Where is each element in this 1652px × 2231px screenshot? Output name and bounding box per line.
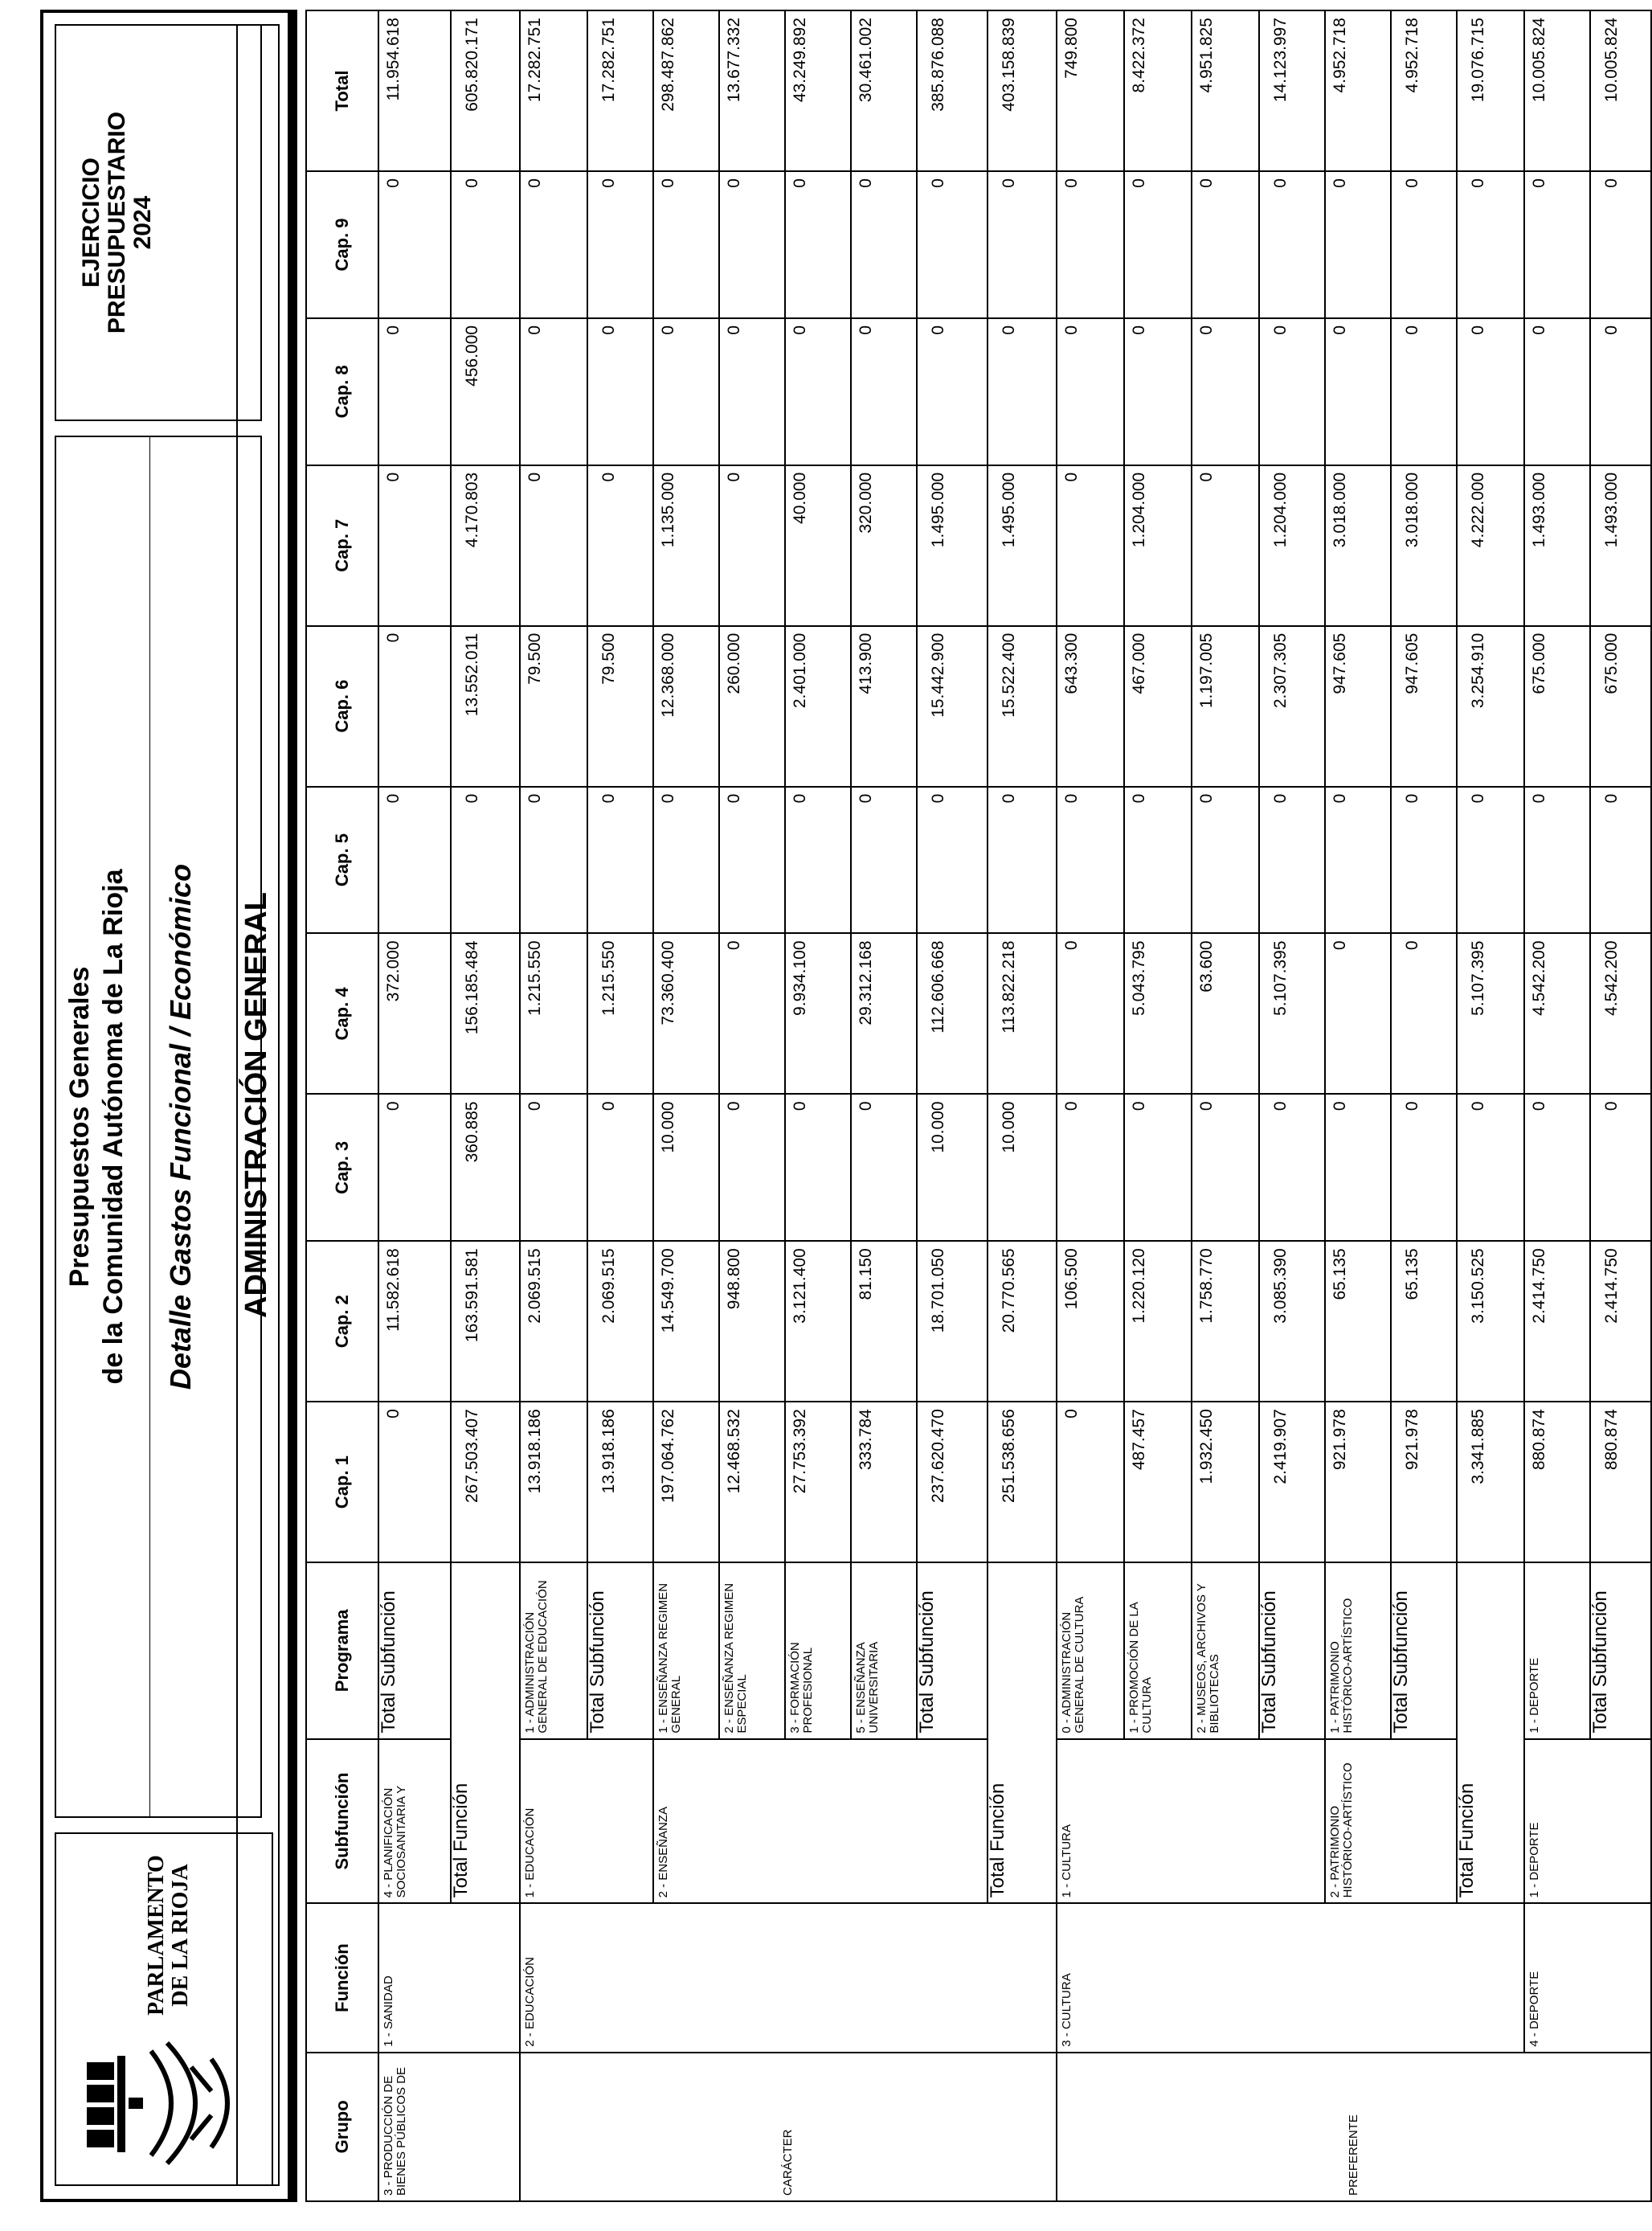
program-cell: 2 - ENSEÑANZA REGIMEN ESPECIAL [719, 1562, 785, 1738]
value-cell: 948.800 [719, 1241, 785, 1402]
value-cell: 9.934.100 [785, 933, 851, 1094]
value-cell: 15.442.900 [917, 626, 988, 787]
value-cell: 3.341.885 [1457, 1402, 1524, 1562]
value-cell: 0 [520, 171, 587, 318]
value-cell: 12.368.000 [653, 626, 719, 787]
value-cell: 0 [1524, 171, 1590, 318]
table-row [1524, 10, 1590, 2201]
value-cell: 880.874 [1524, 1402, 1590, 1562]
value-cell: 0 [378, 787, 451, 934]
subtitle-divider [149, 436, 150, 1818]
col-header: Cap. 4 [306, 933, 378, 1094]
value-cell: 8.422.372 [1124, 10, 1192, 171]
value-cell: 0 [1457, 171, 1524, 318]
value-cell: 0 [988, 171, 1057, 318]
value-cell: 605.820.171 [451, 10, 520, 171]
value-cell: 333.784 [851, 1402, 917, 1562]
value-cell: 0 [378, 1402, 451, 1562]
value-cell: 0 [1325, 171, 1391, 318]
value-cell: 1.495.000 [917, 465, 988, 626]
value-cell: 0 [451, 171, 520, 318]
value-cell: 320.000 [851, 465, 917, 626]
table-row [988, 10, 1057, 2201]
value-cell: 0 [653, 787, 719, 934]
value-cell: 11.954.618 [378, 10, 451, 171]
program-cell: 5 - ENSEÑANZA UNIVERSITARIA [851, 1562, 917, 1738]
value-cell: 112.606.668 [917, 933, 988, 1094]
program-cell: Total Subfunción [587, 1562, 653, 1738]
value-cell: 0 [917, 787, 988, 934]
logo-wordmark [145, 1847, 193, 2024]
table-row [451, 10, 520, 2201]
value-cell: 0 [988, 787, 1057, 934]
value-cell: 0 [451, 787, 520, 934]
table-row [653, 10, 719, 2201]
value-cell: 456.000 [451, 318, 520, 465]
program-cell: Total Subfunción [1391, 1562, 1457, 1738]
logo-name: PARLAMENTO [144, 1855, 169, 2016]
function-cell: 1 - SANIDAD [378, 1903, 520, 2052]
value-cell: 81.150 [851, 1241, 917, 1402]
value-cell: 0 [917, 171, 988, 318]
program-cell: Total Subfunción [1590, 1562, 1651, 1738]
value-cell: 1.220.120 [1124, 1241, 1192, 1402]
value-cell: 163.591.581 [451, 1241, 520, 1402]
value-cell: 413.900 [851, 626, 917, 787]
value-cell: 4.952.718 [1391, 10, 1457, 171]
value-cell: 13.918.186 [520, 1402, 587, 1562]
value-cell: 1.215.550 [520, 933, 587, 1094]
exercise-year: 2024 [129, 195, 156, 250]
value-cell: 2.414.750 [1524, 1241, 1590, 1402]
col-header: Cap. 3 [306, 1094, 378, 1241]
value-cell: 1.204.000 [1124, 465, 1192, 626]
value-cell: 372.000 [378, 933, 451, 1094]
table-row [1325, 10, 1391, 2201]
value-cell: 0 [520, 465, 587, 626]
value-cell: 30.461.002 [851, 10, 917, 171]
value-cell: 43.249.892 [785, 10, 851, 171]
value-cell: 63.600 [1192, 933, 1259, 1094]
value-cell: 156.185.484 [451, 933, 520, 1094]
subfunction-cell: 1 - EDUCACIÓN [520, 1739, 653, 1904]
value-cell: 5.107.395 [1259, 933, 1325, 1094]
value-cell: 1.204.000 [1259, 465, 1325, 626]
value-cell: 0 [785, 318, 851, 465]
value-cell: 0 [1457, 1094, 1524, 1241]
table-row [1457, 10, 1524, 2201]
value-cell: 2.307.305 [1259, 626, 1325, 787]
value-cell: 260.000 [719, 626, 785, 787]
value-cell: 0 [587, 171, 653, 318]
title-line-1: Presupuestos Generales [64, 966, 95, 1287]
value-cell: 0 [1192, 318, 1259, 465]
subfunction-cell: 1 - CULTURA [1057, 1739, 1325, 1904]
value-cell: 0 [1057, 933, 1124, 1094]
value-cell: 0 [1391, 171, 1457, 318]
value-cell: 65.135 [1391, 1241, 1457, 1402]
value-cell: 5.043.795 [1124, 933, 1192, 1094]
value-cell: 1.493.000 [1524, 465, 1590, 626]
value-cell: 0 [917, 318, 988, 465]
value-cell: 106.500 [1057, 1241, 1124, 1402]
value-cell: 0 [1590, 1094, 1651, 1241]
value-cell: 0 [1124, 171, 1192, 318]
value-cell: 1.758.770 [1192, 1241, 1259, 1402]
value-cell: 921.978 [1391, 1402, 1457, 1562]
col-header: Cap. 1 [306, 1402, 378, 1562]
value-cell: 0 [1124, 787, 1192, 934]
value-cell: 0 [1259, 318, 1325, 465]
value-cell: 0 [851, 171, 917, 318]
value-cell: 0 [1192, 171, 1259, 318]
value-cell: 197.064.762 [653, 1402, 719, 1562]
program-cell: 1 - ADMINISTRACIÓN GENERAL DE EDUCACIÓN [520, 1562, 587, 1738]
value-cell: 251.538.656 [988, 1402, 1057, 1562]
value-cell: 0 [378, 318, 451, 465]
value-cell: 0 [1057, 171, 1124, 318]
value-cell: 0 [851, 787, 917, 934]
value-cell: 0 [378, 1094, 451, 1241]
value-cell: 0 [1524, 787, 1590, 934]
value-cell: 40.000 [785, 465, 851, 626]
subfunction-cell: 2 - ENSEÑANZA [653, 1739, 988, 1904]
value-cell: 10.005.824 [1524, 10, 1590, 171]
subfunction-cell: 2 - PATRIMONIO HISTÓRICO-ARTÍSTICO [1325, 1739, 1457, 1904]
value-cell: 0 [587, 465, 653, 626]
value-cell: 0 [719, 787, 785, 934]
value-cell: 0 [1057, 1094, 1124, 1241]
value-cell: 0 [785, 171, 851, 318]
value-cell: 3.018.000 [1325, 465, 1391, 626]
value-cell: 13.918.186 [587, 1402, 653, 1562]
subfunction-cell: 4 - PLANIFICACIÓN SOCIOSANITARIA Y [378, 1739, 451, 1904]
value-cell: 0 [587, 1094, 653, 1241]
value-cell: 3.121.400 [785, 1241, 851, 1402]
value-cell: 0 [587, 318, 653, 465]
value-cell: 0 [378, 465, 451, 626]
value-cell: 17.282.751 [520, 10, 587, 171]
value-cell: 0 [1124, 1094, 1192, 1241]
value-cell: 3.150.525 [1457, 1241, 1524, 1402]
value-cell: 0 [785, 1094, 851, 1241]
value-cell: 947.605 [1325, 626, 1391, 787]
exercise-label: EJERCICIO [78, 158, 104, 288]
value-cell: 3.018.000 [1391, 465, 1457, 626]
value-cell: 0 [1057, 787, 1124, 934]
value-cell: 0 [1192, 465, 1259, 626]
value-cell: 0 [1590, 171, 1651, 318]
table-header-row [306, 10, 378, 2201]
program-cell: 1 - DEPORTE [1524, 1562, 1590, 1738]
program-cell: 1 - ENSEÑANZA REGIMEN GENERAL [653, 1562, 719, 1738]
col-header: Cap. 8 [306, 318, 378, 465]
value-cell: 10.000 [653, 1094, 719, 1241]
value-cell: 4.952.718 [1325, 10, 1391, 171]
value-cell: 267.503.407 [451, 1402, 520, 1562]
value-cell: 11.582.618 [378, 1241, 451, 1402]
value-cell: 0 [1192, 1094, 1259, 1241]
value-cell: 1.197.005 [1192, 626, 1259, 787]
value-cell: 0 [988, 318, 1057, 465]
value-cell: 13.677.332 [719, 10, 785, 171]
value-cell: 0 [1325, 318, 1391, 465]
value-cell: 2.069.515 [587, 1241, 653, 1402]
function-cell: 3 - CULTURA [1057, 1903, 1524, 2052]
document-header [40, 10, 291, 2202]
value-cell: 675.000 [1590, 626, 1651, 787]
value-cell: 0 [587, 787, 653, 934]
value-cell: 487.457 [1124, 1402, 1192, 1562]
value-cell: 5.107.395 [1457, 933, 1524, 1094]
value-cell: 0 [1124, 318, 1192, 465]
value-cell: 4.222.000 [1457, 465, 1524, 626]
value-cell: 10.005.824 [1590, 10, 1651, 171]
group-cell: PREFERENTE [1057, 2053, 1651, 2201]
report-subtitle: Detalle Gastos Funcional / Económico [164, 863, 197, 1390]
value-cell: 643.300 [1057, 626, 1124, 787]
value-cell: 1.932.450 [1192, 1402, 1259, 1562]
col-header: Cap. 6 [306, 626, 378, 787]
value-cell: 0 [653, 171, 719, 318]
title-line-2: de la Comunidad Autónoma de La Rioja [98, 869, 129, 1385]
value-cell: 2.069.515 [520, 1241, 587, 1402]
value-cell: 14.123.997 [1259, 10, 1325, 171]
program-cell: Total Subfunción [917, 1562, 988, 1738]
value-cell: 4.951.825 [1192, 10, 1259, 171]
value-cell: 0 [1391, 787, 1457, 934]
logo-subname: DE LA RIOJA [168, 1864, 193, 2007]
value-cell: 0 [1259, 171, 1325, 318]
value-cell: 467.000 [1124, 626, 1192, 787]
total-function-label: Total Función [451, 1562, 520, 1903]
value-cell: 0 [1524, 1094, 1590, 1241]
value-cell: 749.800 [1057, 10, 1124, 171]
program-cell: Total Subfunción [378, 1562, 451, 1738]
value-cell: 385.876.088 [917, 10, 988, 171]
value-cell: 65.135 [1325, 1241, 1391, 1402]
program-cell: Total Subfunción [1259, 1562, 1325, 1738]
value-cell: 1.495.000 [988, 465, 1057, 626]
value-cell: 0 [719, 1094, 785, 1241]
value-cell: 79.500 [520, 626, 587, 787]
value-cell: 1.215.550 [587, 933, 653, 1094]
col-header: Total [306, 10, 378, 171]
value-cell: 921.978 [1325, 1402, 1391, 1562]
value-cell: 10.000 [988, 1094, 1057, 1241]
value-cell: 0 [1590, 318, 1651, 465]
col-header: Programa [306, 1562, 378, 1738]
value-cell: 0 [378, 171, 451, 318]
value-cell: 4.170.803 [451, 465, 520, 626]
col-header: Función [306, 1903, 378, 2052]
value-cell: 0 [520, 787, 587, 934]
function-cell: 2 - EDUCACIÓN [520, 1903, 1057, 2052]
value-cell: 675.000 [1524, 626, 1590, 787]
value-cell: 0 [1457, 787, 1524, 934]
value-cell: 0 [719, 171, 785, 318]
value-cell: 0 [520, 318, 587, 465]
value-cell: 17.282.751 [587, 10, 653, 171]
value-cell: 73.360.400 [653, 933, 719, 1094]
col-header: Cap. 5 [306, 787, 378, 934]
value-cell: 403.158.839 [988, 10, 1057, 171]
program-cell: 3 - FORMACIÓN PROFESIONAL [785, 1562, 851, 1738]
value-cell: 1.493.000 [1590, 465, 1651, 626]
group-cell: CARÁCTER [520, 2053, 1057, 2201]
value-cell: 15.522.400 [988, 626, 1057, 787]
program-cell: 1 - PROMOCIÓN DE LA CULTURA [1124, 1562, 1192, 1738]
value-cell: 0 [1524, 318, 1590, 465]
value-cell: 0 [719, 933, 785, 1094]
value-cell: 4.542.200 [1590, 933, 1651, 1094]
value-cell: 0 [1057, 1402, 1124, 1562]
function-cell: 4 - DEPORTE [1524, 1903, 1651, 2052]
value-cell: 3.085.390 [1259, 1241, 1325, 1402]
value-cell: 360.885 [451, 1094, 520, 1241]
budget-table [305, 10, 1652, 2202]
value-cell: 14.549.700 [653, 1241, 719, 1402]
program-cell: 1 - PATRIMONIO HISTÓRICO-ARTÍSTICO [1325, 1562, 1391, 1738]
value-cell: 0 [1590, 787, 1651, 934]
value-cell: 2.401.000 [785, 626, 851, 787]
value-cell: 10.000 [917, 1094, 988, 1241]
value-cell: 0 [1259, 787, 1325, 934]
value-cell: 2.419.907 [1259, 1402, 1325, 1562]
value-cell: 0 [1391, 933, 1457, 1094]
value-cell: 0 [785, 787, 851, 934]
table-row [520, 10, 587, 2201]
table-row [378, 10, 451, 2201]
value-cell: 947.605 [1391, 626, 1457, 787]
value-cell: 12.468.532 [719, 1402, 785, 1562]
col-header: Subfunción [306, 1739, 378, 1904]
value-cell: 79.500 [587, 626, 653, 787]
value-cell: 0 [1325, 787, 1391, 934]
value-cell: 0 [653, 318, 719, 465]
table-row [1057, 10, 1124, 2201]
value-cell: 0 [1457, 318, 1524, 465]
value-cell: 2.414.750 [1590, 1241, 1651, 1402]
value-cell: 0 [1325, 1094, 1391, 1241]
value-cell: 1.135.000 [653, 465, 719, 626]
parliament-emblem-icon [71, 2035, 256, 2172]
value-cell: 18.701.050 [917, 1241, 988, 1402]
value-cell: 113.822.218 [988, 933, 1057, 1094]
col-header: Cap. 7 [306, 465, 378, 626]
value-cell: 4.542.200 [1524, 933, 1590, 1094]
col-header: Cap. 9 [306, 171, 378, 318]
section-title: ADMINISTRACIÓN GENERAL [239, 892, 273, 1318]
value-cell: 0 [719, 465, 785, 626]
value-cell: 0 [1192, 787, 1259, 934]
value-cell: 27.753.392 [785, 1402, 851, 1562]
value-cell: 0 [1391, 318, 1457, 465]
header-shadow-bar [288, 10, 297, 2202]
col-header: Cap. 2 [306, 1241, 378, 1402]
value-cell: 880.874 [1590, 1402, 1651, 1562]
total-function-label: Total Función [988, 1562, 1057, 1903]
value-cell: 0 [1391, 1094, 1457, 1241]
total-function-label: Total Función [1457, 1562, 1524, 1903]
program-cell: 2 - MUSEOS, ARCHIVOS Y BIBLIOTECAS [1192, 1562, 1259, 1738]
value-cell: 19.076.715 [1457, 10, 1524, 171]
value-cell: 0 [1259, 1094, 1325, 1241]
value-cell: 0 [378, 626, 451, 787]
value-cell: 0 [851, 318, 917, 465]
value-cell: 0 [719, 318, 785, 465]
value-cell: 0 [851, 1094, 917, 1241]
value-cell: 29.312.168 [851, 933, 917, 1094]
value-cell: 0 [1057, 465, 1124, 626]
col-header: Grupo [306, 2053, 378, 2201]
value-cell: 3.254.910 [1457, 626, 1524, 787]
value-cell: 0 [520, 1094, 587, 1241]
program-cell: 0 - ADMINISTRACIÓN GENERAL DE CULTURA [1057, 1562, 1124, 1738]
exercise-label-2: PRESUPUESTARIO [104, 111, 130, 334]
value-cell: 0 [1057, 318, 1124, 465]
subfunction-cell: 1 - DEPORTE [1524, 1739, 1651, 1904]
value-cell: 0 [1325, 933, 1391, 1094]
group-cell: 3 - PRODUCCIÓN DE BIENES PÚBLICOS DE [378, 2053, 520, 2201]
value-cell: 20.770.565 [988, 1241, 1057, 1402]
value-cell: 13.552.011 [451, 626, 520, 787]
value-cell: 237.620.470 [917, 1402, 988, 1562]
value-cell: 298.487.862 [653, 10, 719, 171]
